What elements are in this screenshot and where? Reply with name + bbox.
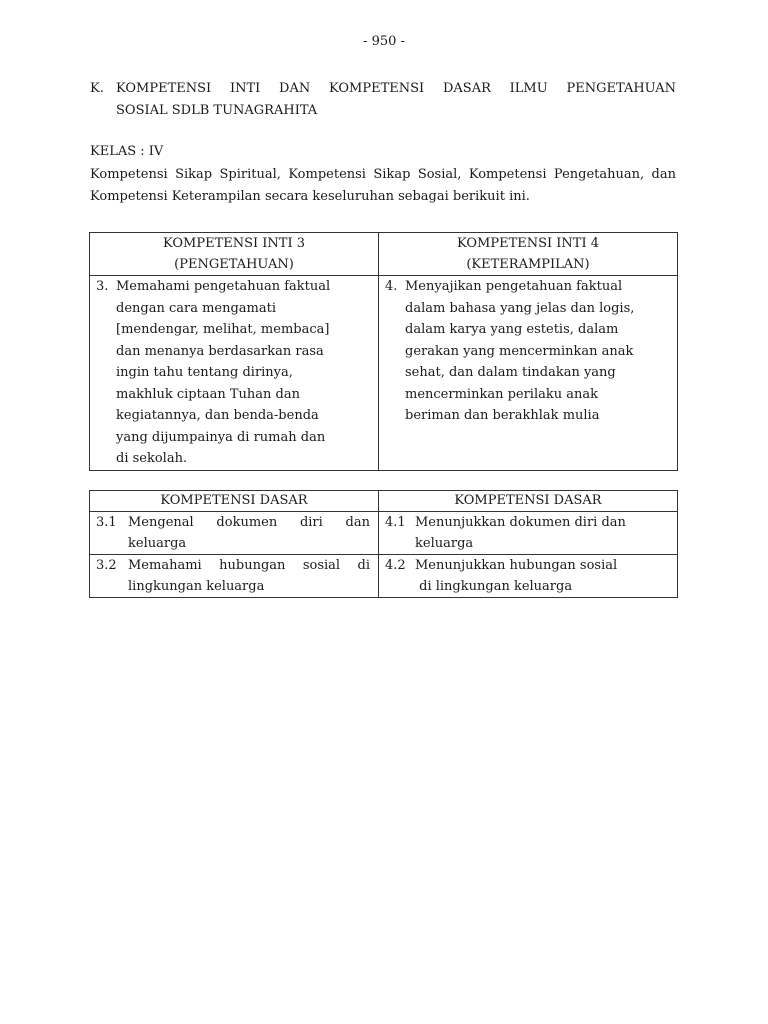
- kd-3-2-cell: [90, 555, 379, 598]
- ki3-header-subtitle: (PENGETAHUAN): [174, 257, 294, 272]
- ki4-line: dalam karya yang estetis, dalam: [405, 322, 619, 337]
- kd-4-1-line: keluarga: [415, 536, 474, 551]
- ki4-line: mencerminkan perilaku anak: [405, 386, 599, 402]
- kd-4-2-line: Menunjukkan hubungan sosial: [415, 558, 618, 573]
- ki3-cell: [90, 276, 379, 471]
- ki3-line: Memahami pengetahuan faktual: [116, 279, 331, 294]
- page-number: - 950 -: [363, 34, 405, 49]
- kd-3-1-line: Mengenal dokumen diri dan: [128, 515, 370, 530]
- ki4-cell: [379, 276, 678, 471]
- kd-4-2-line: di lingkungan keluarga: [415, 579, 573, 594]
- kd-right-header: KOMPETENSI DASAR: [379, 491, 678, 512]
- ki4-header-title: KOMPETENSI INTI 4: [457, 236, 599, 251]
- basic-competency-table: [89, 490, 678, 598]
- ki4-header: [379, 233, 678, 276]
- kd-3-1-line: keluarga: [128, 536, 187, 551]
- kd-4-1-number: 4.1: [385, 515, 406, 530]
- table-row: [90, 555, 678, 598]
- ki3-line: makhluk ciptaan Tuhan dan: [116, 386, 300, 402]
- kd-3-1-cell: [90, 512, 379, 555]
- intro-paragraph: Kompetensi Sikap Spiritual, Kompetensi Sikap Sosial, Kompetensi Pengetahuan, dan Kompetensi Keterampilan secara keseluruhan sebagai berikuit ini.: [90, 167, 676, 204]
- ki4-header-subtitle: (KETERAMPILAN): [466, 257, 590, 272]
- core-competency-table: [89, 232, 678, 471]
- ki4-line: dalam bahasa yang jelas dan logis,: [405, 300, 635, 316]
- table-header-row: [90, 491, 678, 512]
- ki4-line: Menyajikan pengetahuan faktual: [405, 279, 623, 294]
- ki3-line: ingin tahu tentang dirinya,: [116, 365, 293, 380]
- ki3-number: 3.: [96, 279, 109, 294]
- ki3-line: di sekolah.: [116, 451, 188, 466]
- kd-3-2-line: Memahami hubungan sosial di: [128, 558, 370, 573]
- kd-4-1-line: Menunjukkan dokumen diri dan: [415, 515, 626, 530]
- ki3-line: dengan cara mengamati: [116, 300, 277, 316]
- ki3-header: [90, 233, 379, 276]
- ki3-header-title: KOMPETENSI INTI 3: [163, 236, 305, 251]
- kd-left-header: KOMPETENSI DASAR: [90, 491, 379, 512]
- table-header-row: [90, 233, 678, 276]
- ki4-line: sehat, dan dalam tindakan yang: [405, 365, 616, 380]
- class-label: KELAS : IV: [90, 144, 164, 159]
- table-row: [90, 276, 678, 471]
- kd-4-1-cell: [379, 512, 678, 555]
- ki3-line: kegiatannya, dan benda-benda: [116, 408, 319, 423]
- ki4-number: 4.: [385, 279, 398, 294]
- ki4-line: beriman dan berakhlak mulia: [405, 408, 600, 423]
- kd-4-2-number: 4.2: [385, 558, 406, 573]
- section-title-line2: SOSIAL SDLB TUNAGRAHITA: [116, 103, 318, 118]
- section-title-line1: KOMPETENSI INTI DAN KOMPETENSI DASAR ILMU PENGETAHUAN: [116, 81, 676, 96]
- section-letter: K.: [90, 81, 104, 96]
- ki4-line: gerakan yang mencerminkan anak: [405, 343, 634, 359]
- kd-3-1-number: 3.1: [96, 515, 117, 530]
- ki3-line: dan menanya berdasarkan rasa: [116, 343, 324, 359]
- kd-4-2-cell: [379, 555, 678, 598]
- ki3-line: yang dijumpainya di rumah dan: [116, 429, 326, 445]
- kd-3-2-line: lingkungan keluarga: [128, 579, 265, 594]
- kd-3-2-number: 3.2: [96, 558, 117, 573]
- ki3-line: [mendengar, melihat, membaca]: [116, 322, 330, 337]
- table-row: [90, 512, 678, 555]
